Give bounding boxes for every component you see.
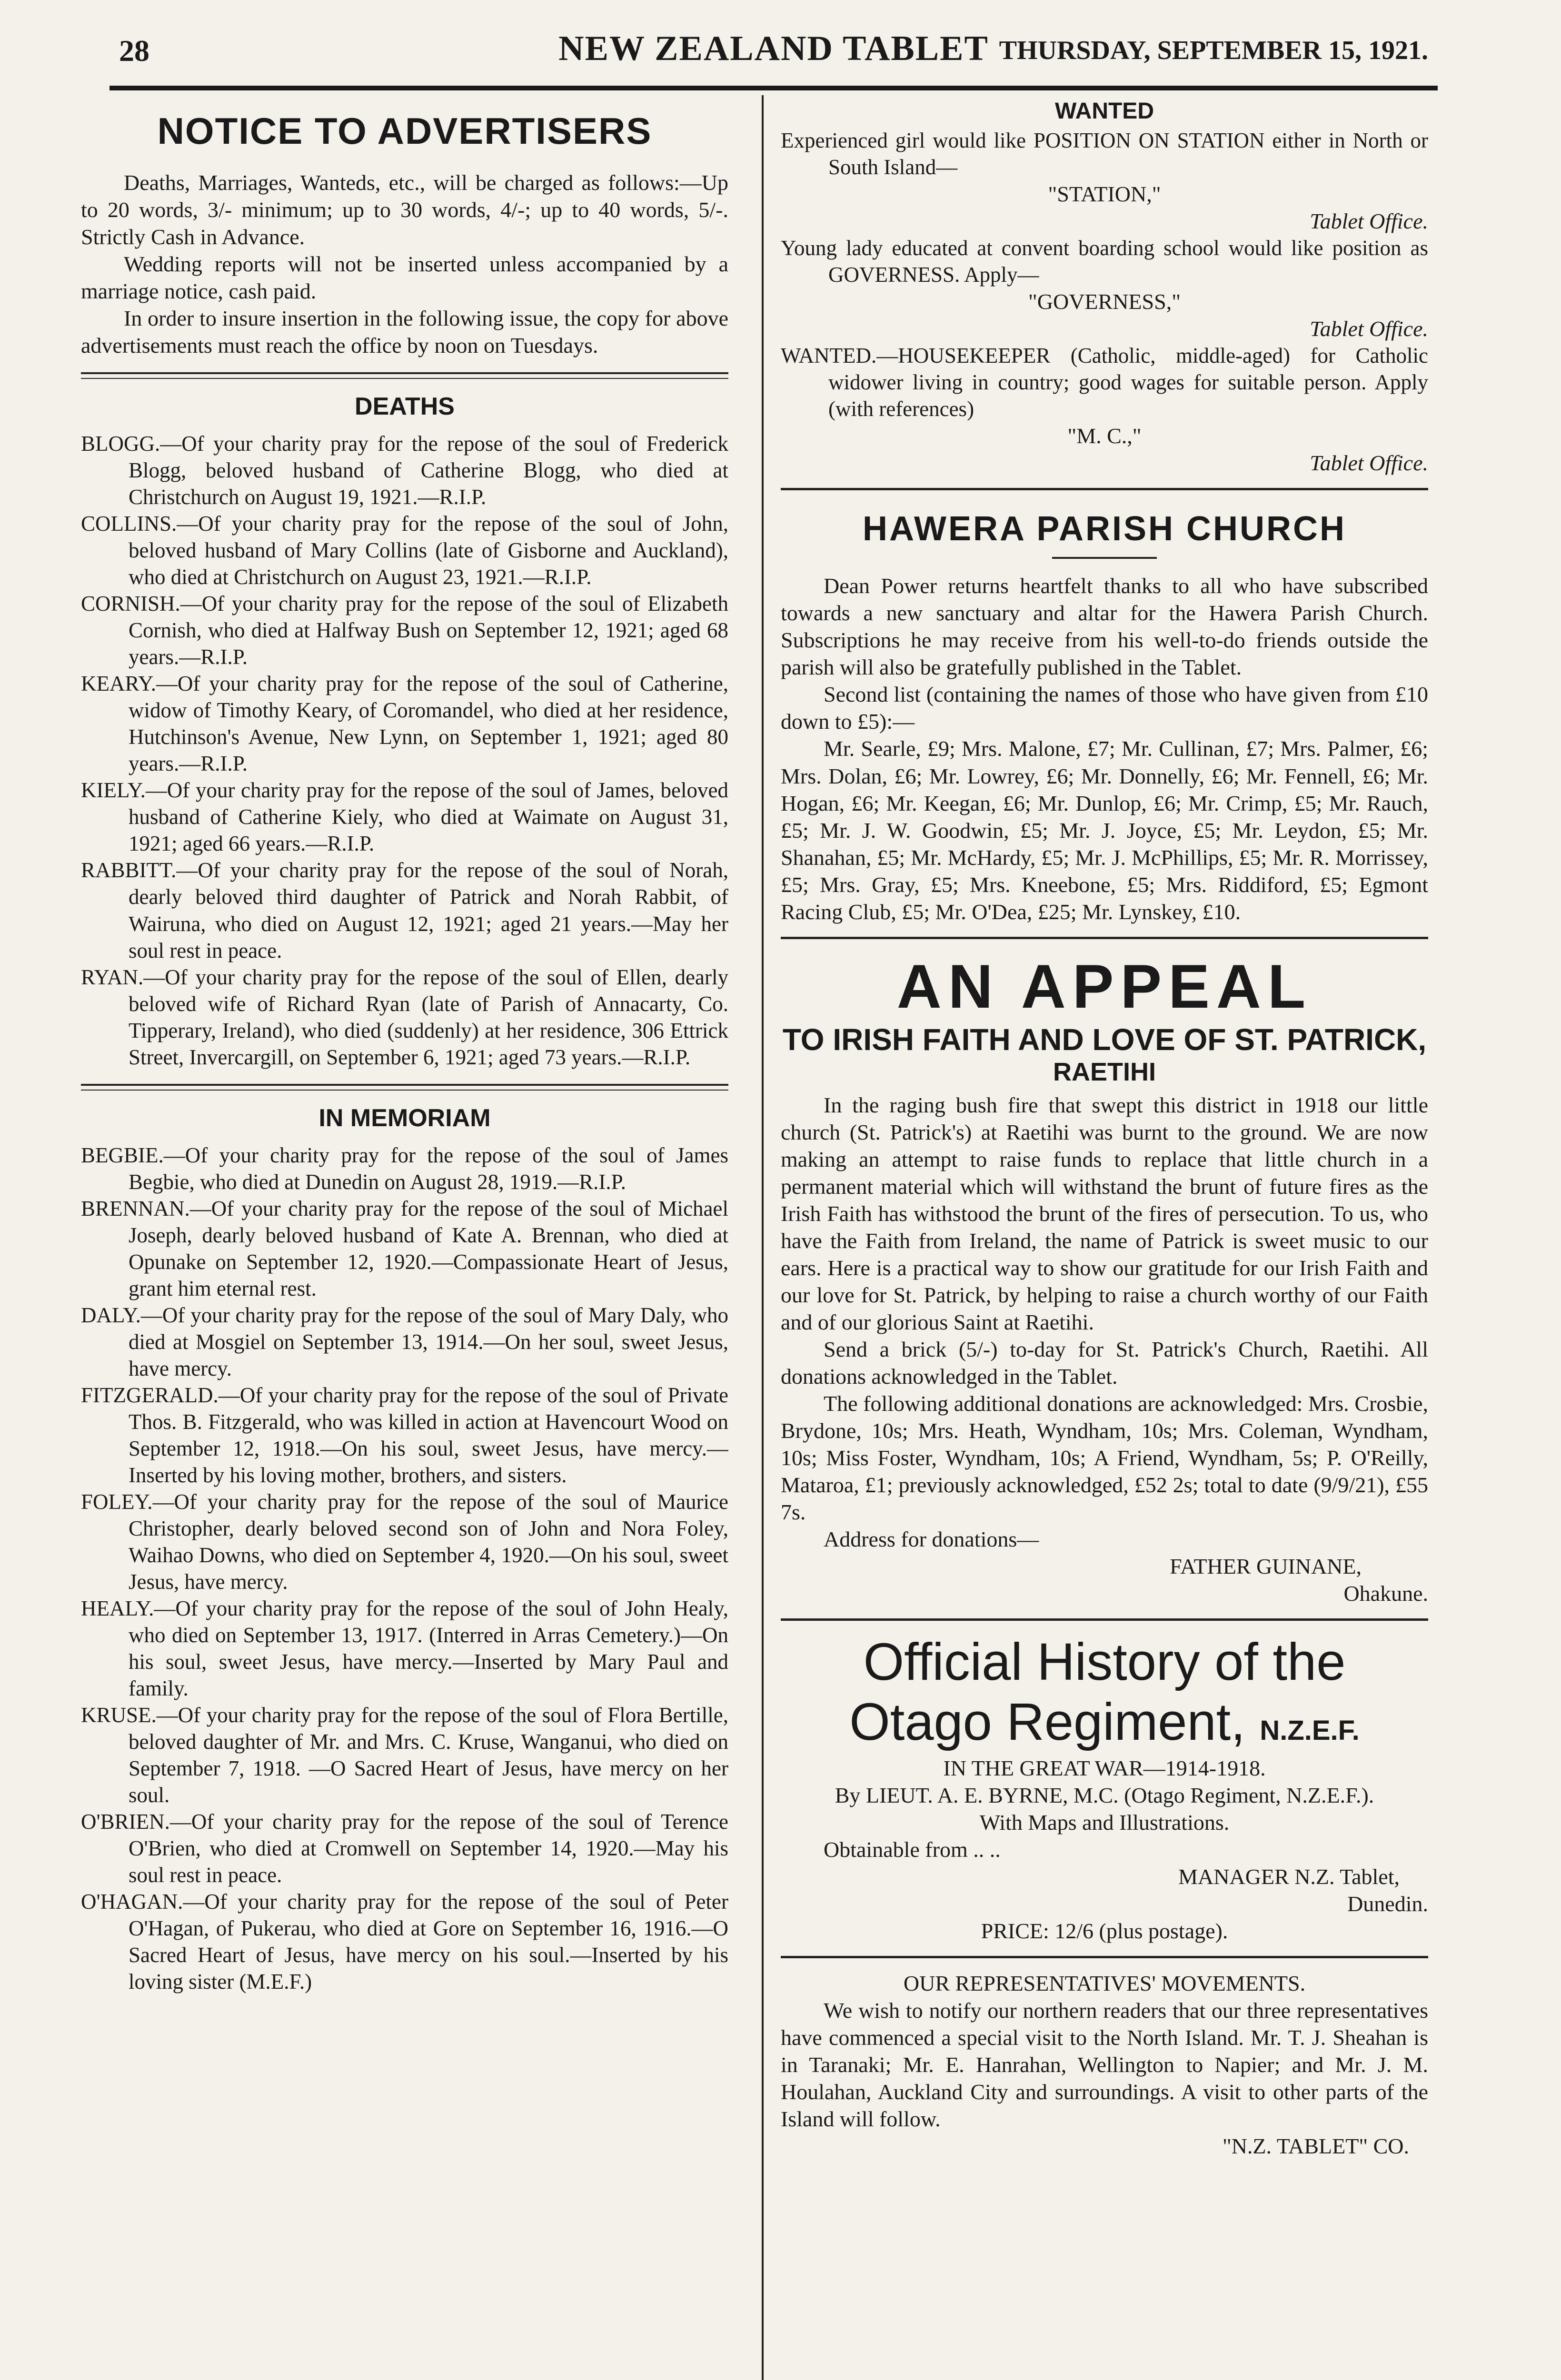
memoriam-notice: BRENNAN.—Of your charity pray for the repose of the soul of Michael Joseph, dearly beloved husband of Kate A. Brennan, who died at Opunake on September 12, 1920.—Compassionate Heart of Jesus, grant him eternal rest. <box>81 1196 728 1300</box>
appeal-text: In the raging bush fire that swept this district in 1918 our little church (St. Patrick's) at Raetihi was burnt to the ground. We are now making an attempt to raise funds to replace that little church in a permanent material which will withstand the brunt of future fires as the Irish Faith has withstood the brunt of the fires of persecution. To us, who have the Faith from Ireland, the name of Patrick is sweet music to our ears. Here is a practical way to show our gratitude for our Irish Faith and our love for St. Patrick, by helping to raise a church worthy of our Faith and of our glorious Saint at Raetihi. <box>781 1092 1428 1334</box>
masthead: NEW ZEALAND TABLET <box>558 29 989 68</box>
memoriam-notice: DALY.—Of your charity pray for the repose of the soul of Mary Daly, who died at Mosgiel on September 13, 1914.—On her soul, sweet Jesus, have mercy. <box>81 1303 728 1380</box>
wanted-heading: WANTED <box>1055 99 1154 124</box>
memoriam-notice: KRUSE.—Of your charity pray for the repose of the soul of Flora Bertille, beloved daughter of Mr. and Mrs. C. Kruse, Wanganui, who died on September 7, 1918. —O Sacred Heart of Jesus, have mercy on her soul. <box>81 1703 728 1807</box>
history-price: PRICE: 12/6 (plus postage). <box>981 1919 1228 1944</box>
death-notice: BLOGG.—Of your charity pray for the repose of the soul of Frederick Blogg, beloved husband of Catherine Blogg, who died at Christchurch on August 19, 1921.—R.I.P. <box>81 432 728 509</box>
appeal-signatory-place: Ohakune. <box>1343 1581 1428 1606</box>
memoriam-notice: BEGBIE.—Of your charity pray for the repose of the soul of James Begbie, who died at Dunedin on August 28, 1919.—R.I.P. <box>81 1143 728 1194</box>
notice-deadline: In order to insure insertion in the following issue, the copy for above advertisements must reach the office by noon on Tuesdays. <box>81 306 728 358</box>
hawera-thanks: Dean Power returns heartfelt thanks to all who have subscribed towards a new sanctuary and altar for the Hawera Parish Church. Subscriptions he may receive from his well-to-do friends outside the parish will also be gratefully published in the Tablet. <box>781 574 1428 680</box>
history-title-line2 <box>781 1692 1428 1752</box>
wanted-reply-governess: "GOVERNESS," <box>1028 289 1181 314</box>
death-notice: KEARY.—Of your charity pray for the repose of the soul of Catherine, widow of Timothy Keary, of Coromandel, who died at her residence, Hutchinson's Avenue, New Lynn, on September 1, 1921; aged 80 years.—R.I.P. <box>81 672 728 776</box>
appeal-brick: Send a brick (5/-) to-day for St. Patrick's Church, Raetihi. All donations acknowledged in the Tablet. <box>781 1337 1428 1389</box>
history-obtain: Obtainable from .. .. <box>824 1837 1001 1862</box>
memoriam-notice: O'HAGAN.—Of your charity pray for the repose of the soul of Peter O'Hagan, of Pukerau, who died at Gore on September 16, 1916.—O Sacred Heart of Jesus, have mercy on his soul.—Inserted by his loving sister (M.E.F.) <box>81 1890 728 1994</box>
history-manager: MANAGER N.Z. Tablet, <box>1178 1864 1400 1889</box>
section-rule <box>81 372 728 379</box>
left-column <box>81 95 728 2380</box>
wanted-ad-governess: Young lady educated at convent boarding school would like position as GOVERNESS. Apply— <box>781 236 1428 287</box>
deaths-list <box>81 430 728 1070</box>
representatives-text: We wish to notify our northern readers that our three representatives have commenced a special visit to the North Island. Mr. T. J. Sheahan is in Taranaki; Mr. E. Hanrahan, Wellington to Napier; and Mr. J. M. Houlahan, Auckland City and surroundings. A visit to other parts of the Island will follow. <box>781 1998 1428 2132</box>
history-war: IN THE GREAT WAR—1914-1918. <box>943 1756 1266 1781</box>
history-title-line1: Official History of the <box>863 1633 1346 1692</box>
wanted-reply-housekeeper: "M. C.," <box>1067 424 1142 448</box>
notice-title: NOTICE TO ADVERTISERS <box>157 110 652 152</box>
page-header <box>109 29 1438 90</box>
death-notice: COLLINS.—Of your charity pray for the repose of the soul of John, beloved husband of Mary Collins (late of Gisborne and Auckland), who died at Christchurch on August 23, 1921.—R.I.P. <box>81 512 728 589</box>
wanted-ad-housekeeper: WANTED.—HOUSEKEEPER (Catholic, middle-aged) for Catholic widower living in country; good wages for suitable person. Apply (with references) <box>781 344 1428 421</box>
section-rule <box>781 937 1428 939</box>
memoriam-list <box>81 1142 728 1995</box>
death-notice: RABBITT.—Of your charity pray for the repose of the soul of Norah, dearly beloved third daughter of Patrick and Norah Rabbit, of Wairuna, who died on August 12, 1921; aged 21 years.—May her soul rest in peace. <box>81 858 728 962</box>
appeal-donations: The following additional donations are acknowledged: Mrs. Crosbie, Brydone, 10s; Mrs. Heath, Wyndham, 10s; Mrs. Coleman, Wyndham, 10s; Miss Foster, Wyndham, 10s; A Friend, Wyndham, 5s; P. O'Reilly, Mataroa, £1; previously acknowledged, £52 2s; total to date (9/9/21), £55 7s. <box>781 1391 1428 1525</box>
appeal-place: RAETIHI <box>1053 1057 1156 1086</box>
appeal-address-label: Address for donations— <box>824 1527 1039 1552</box>
section-rule <box>781 1956 1428 1958</box>
memoriam-notice: O'BRIEN.—Of your charity pray for the repose of the soul of Terence O'Brien, who died at Cromwell on September 14, 1920.—May his soul rest in peace. <box>81 1809 728 1887</box>
hawera-heading: HAWERA PARISH CHURCH <box>863 510 1346 548</box>
page-number: 28 <box>119 34 149 68</box>
memoriam-notice: HEALY.—Of your charity pray for the repose of the soul of John Healy, who died on September 13, 1917. (Interred in Arras Cemetery.)—On his soul, sweet Jesus, have mercy.—Inserted by Mary Paul and family. <box>81 1596 728 1700</box>
history-city: Dunedin. <box>1347 1892 1428 1916</box>
wanted-office: Tablet Office. <box>1310 451 1428 476</box>
wanted-ad-station: Experienced girl would like POSITION ON STATION either in North or South Island— <box>781 129 1428 179</box>
death-notice: CORNISH.—Of your charity pray for the repose of the soul of Elizabeth Cornish, who died at Halfway Bush on September 12, 1921; aged 68 years.—R.I.P. <box>81 592 728 669</box>
section-rule <box>781 1618 1428 1621</box>
appeal-title: AN APPEAL <box>896 951 1312 1021</box>
appeal-signatory: FATHER GUINANE, <box>1170 1554 1362 1579</box>
notice-wedding: Wedding reports will not be inserted unless accompanied by a marriage notice, cash paid. <box>81 252 728 304</box>
issue-date: THURSDAY, SEPTEMBER 15, 1921. <box>999 36 1428 65</box>
notice-rates: Deaths, Marriages, Wanteds, etc., will be charged as follows:—Up to 20 words, 3/- minimum; up to 30 words, 4/-; up to 40 words, 5/-. Strictly Cash in Advance. <box>81 170 728 249</box>
representatives-heading: OUR REPRESENTATIVES' MOVEMENTS. <box>903 1971 1306 1996</box>
memoriam-notice: FITZGERALD.—Of your charity pray for the repose of the soul of Private Thos. B. Fitzgerald, who was killed in action at Havencourt Wood on September 12, 1918.—On his soul, sweet Jesus, have mercy.—Inserted by his loving mother, brothers, and sisters. <box>81 1383 728 1487</box>
section-rule <box>781 488 1428 490</box>
wanted-reply-station: "STATION," <box>1048 182 1161 207</box>
history-author: By LIEUT. A. E. BYRNE, M.C. (Otago Regiment, N.Z.E.F.). <box>835 1783 1374 1808</box>
history-title-regiment: Otago Regiment, <box>849 1692 1245 1751</box>
death-notice: KIELY.—Of your charity pray for the repose of the soul of James, beloved husband of Catherine Kiely, who died at Waimate on August 31, 1921; aged 66 years.—R.I.P. <box>81 778 728 856</box>
wanted-office: Tablet Office. <box>1310 317 1428 341</box>
deaths-heading: DEATHS <box>355 393 455 421</box>
memoriam-notice: FOLEY.—Of your charity pray for the repose of the soul of Maurice Christopher, dearly beloved second son of John and Nora Foley, Waihao Downs, who died on September 4, 1920.—On his soul, sweet Jesus, have mercy. <box>81 1489 728 1594</box>
death-notice: RYAN.—Of your charity pray for the repose of the soul of Ellen, dearly beloved wife of Richard Ryan (late of Parish of Annacarty, Co. Tipperary, Ireland), who died (suddenly) at her residence, 306 Ettrick Street, Invercargill, on September 6, 1921; aged 73 years.—R.I.P. <box>81 965 728 1069</box>
hawera-list-intro: Second list (containing the names of those who have given from £10 down to £5):— <box>781 682 1428 734</box>
history-title-nzef: N.Z.E.F. <box>1260 1715 1360 1746</box>
right-column <box>781 95 1428 2380</box>
wanted-office: Tablet Office. <box>1310 209 1428 234</box>
history-title <box>781 1632 1428 1752</box>
memoriam-heading: IN MEMORIAM <box>318 1104 491 1132</box>
representatives-signature: "N.Z. TABLET" CO. <box>1222 2134 1409 2159</box>
appeal-subtitle: TO IRISH FAITH AND LOVE OF ST. PATRICK, <box>782 1022 1427 1057</box>
hawera-donors: Mr. Searle, £9; Mrs. Malone, £7; Mr. Cullinan, £7; Mrs. Palmer, £6; Mrs. Dolan, £6; Mr. Lowrey, £6; Mr. Donnelly, £6; Mr. Fennell, £6; Mr. Hogan, £6; Mr. Keegan, £6; Mr. Dunlop, £6; Mr. Crimp, £5; Mr. Rauch, £5; Mr. J. W. Goodwin, £5; Mr. J. Joyce, £5; Mr. Leydon, £5; Mr. Shanahan, £5; Mr. McHardy, £5; Mr. J. McPhillips, £5; Mr. R. Morrissey, £5; Mrs. Gray, £5; Mrs. Kneebone, £5; Mrs. Riddiford, £5; Egmont Racing Club, £5; Mr. O'Dea, £25; Mr. Lynskey, £10. <box>781 736 1428 924</box>
section-rule <box>81 1084 728 1091</box>
column-divider <box>762 95 764 2380</box>
short-rule <box>1052 557 1157 559</box>
history-maps: With Maps and Illustrations. <box>979 1810 1230 1835</box>
